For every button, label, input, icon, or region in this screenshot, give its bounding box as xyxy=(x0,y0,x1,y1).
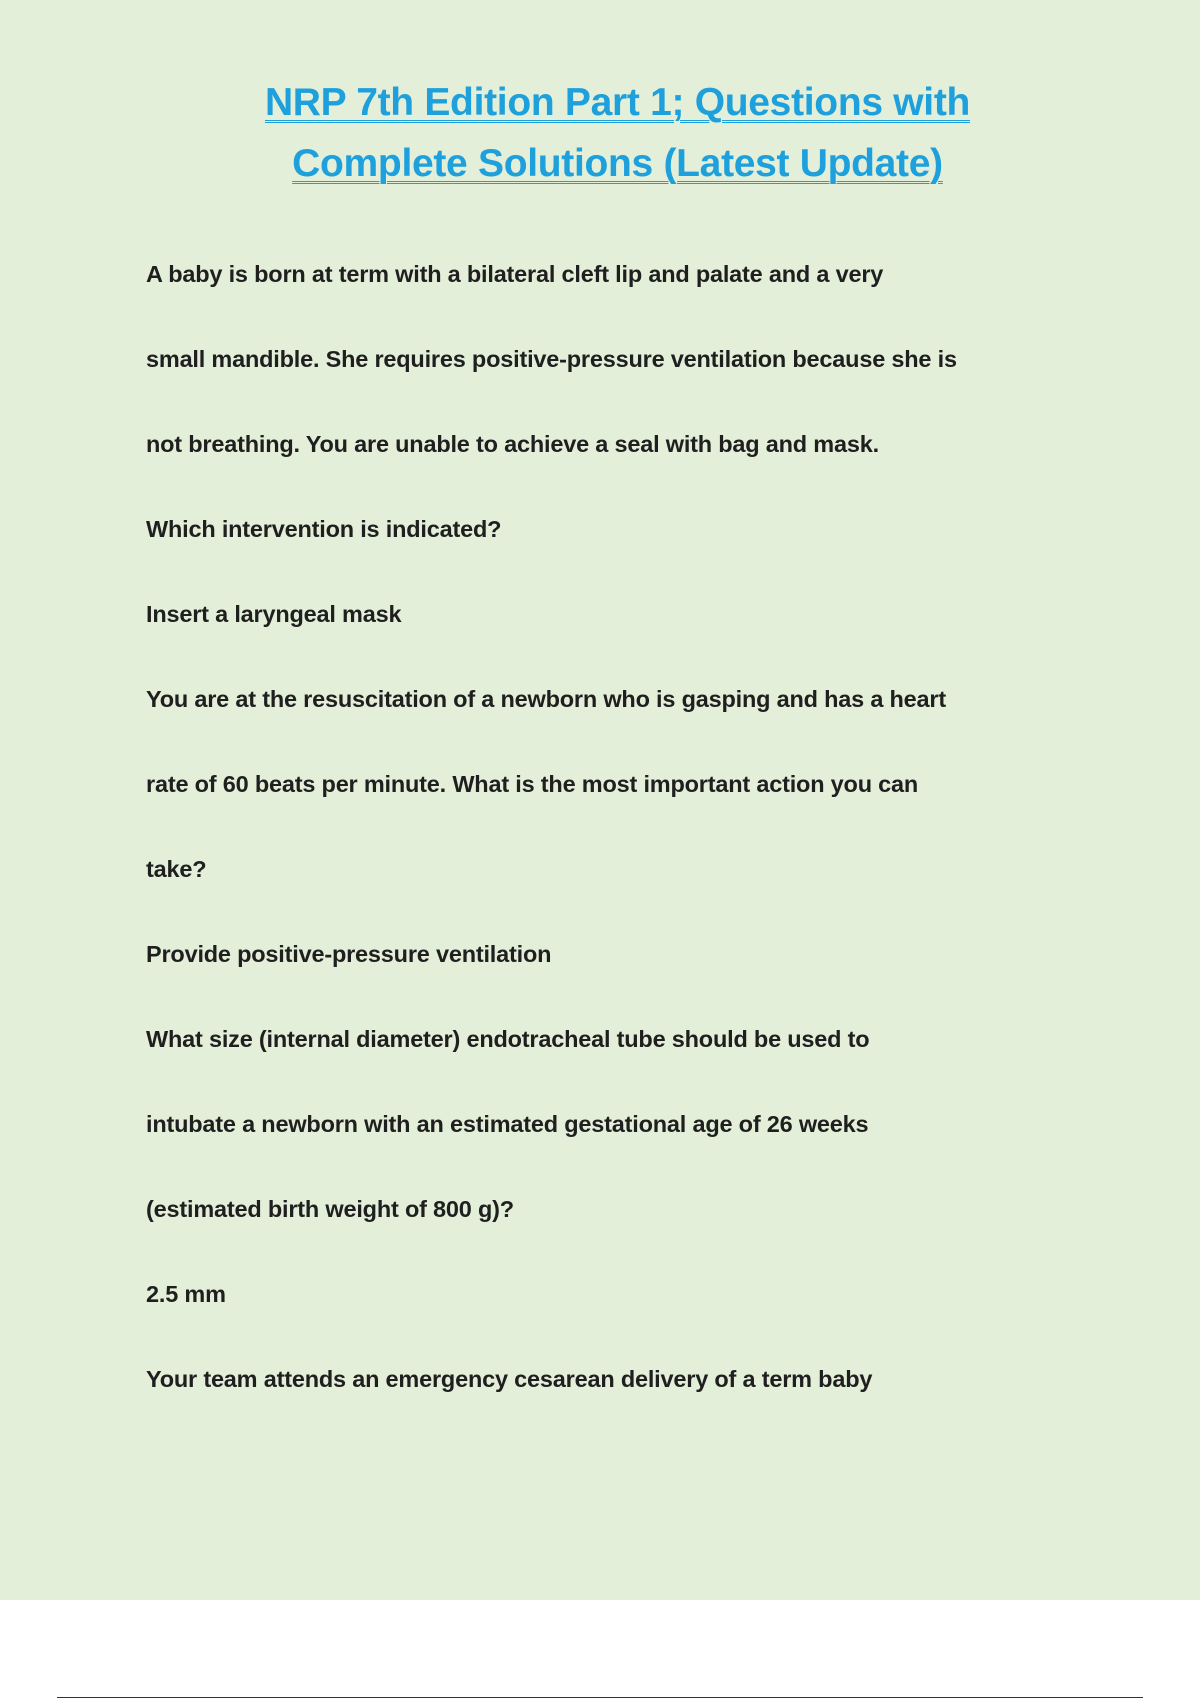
question-3-line-3: (estimated birth weight of 800 g)? xyxy=(146,1196,514,1222)
answer-3: 2.5 mm xyxy=(146,1281,226,1307)
document-title xyxy=(180,72,1055,194)
answer-1: Insert a laryngeal mask xyxy=(146,601,402,627)
question-1-line-4: Which intervention is indicated? xyxy=(146,516,502,542)
title-line-1: NRP 7th Edition Part 1; Questions with xyxy=(264,81,971,124)
question-2-line-2: rate of 60 beats per minute. What is the most important action you can xyxy=(146,771,919,797)
question-3-line-2: intubate a newborn with an estimated gestational age of 26 weeks xyxy=(146,1111,869,1137)
document-body xyxy=(146,232,1046,1422)
question-3-line-1: What size (internal diameter) endotracheal tube should be used to xyxy=(146,1026,870,1052)
page-margin xyxy=(0,1600,1200,1700)
question-4-line-1: Your team attends an emergency cesarean delivery of a term baby xyxy=(146,1366,873,1392)
title-line-2: Complete Solutions (Latest Update) xyxy=(292,142,943,185)
question-1-line-2: small mandible. She requires positive-pressure ventilation because she is xyxy=(146,346,957,372)
footer-divider xyxy=(57,1697,1143,1698)
answer-2: Provide positive-pressure ventilation xyxy=(146,941,552,967)
question-2-line-3: take? xyxy=(146,856,207,882)
question-2-line-1: You are at the resuscitation of a newborn who is gasping and has a heart xyxy=(146,686,946,712)
question-1-line-1: A baby is born at term with a bilateral cleft lip and palate and a very xyxy=(146,261,884,287)
question-1-line-3: not breathing. You are unable to achieve a seal with bag and mask. xyxy=(146,431,879,457)
